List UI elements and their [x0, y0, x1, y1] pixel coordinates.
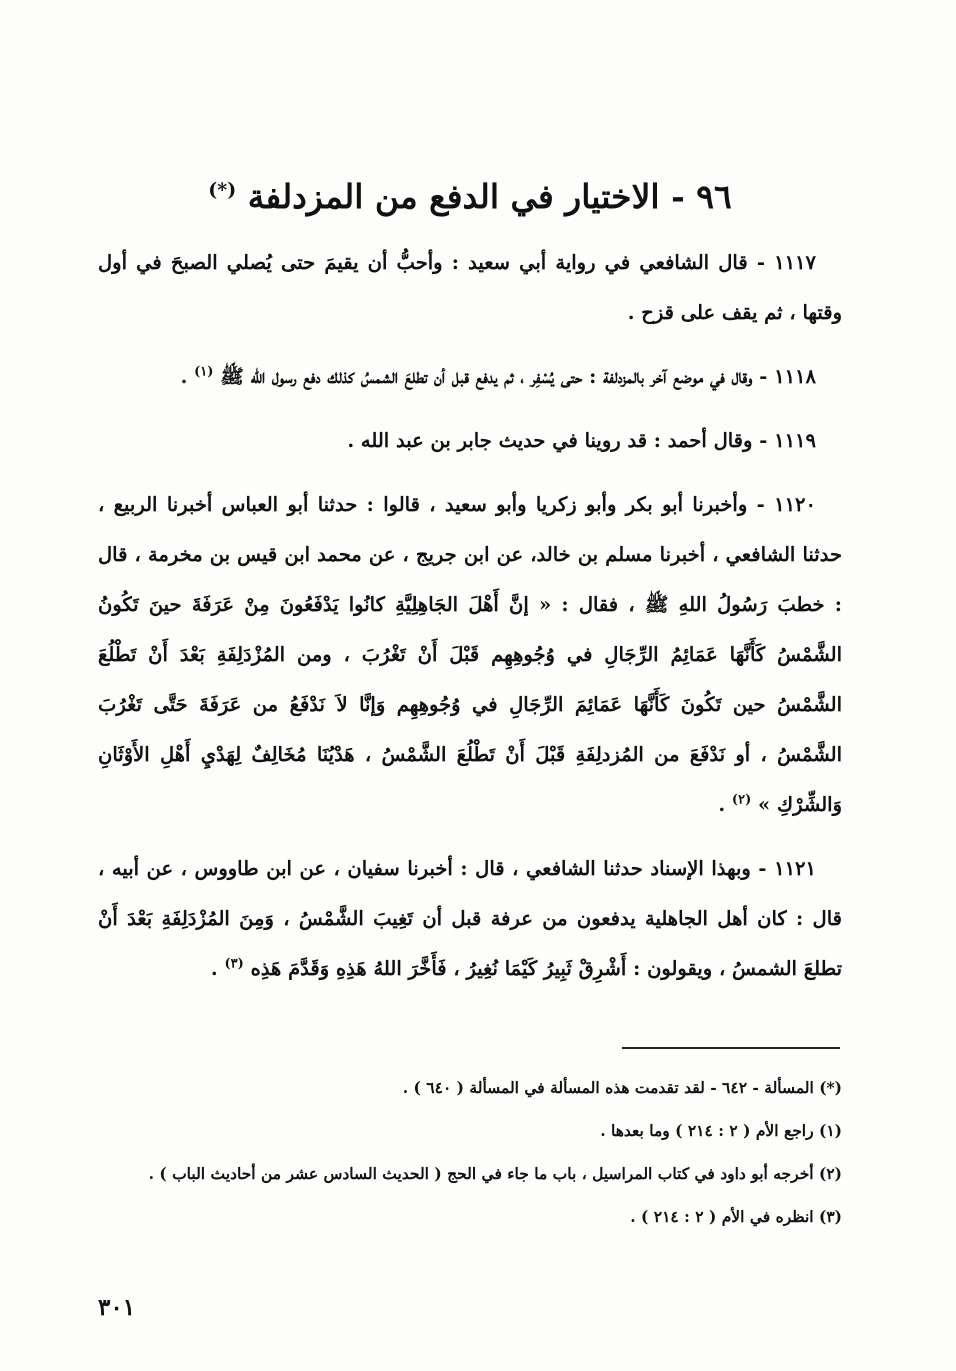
paragraph-end: . — [180, 365, 195, 388]
chapter-heading — [100, 165, 840, 222]
paragraph-text: - وبهذا الإسناد حدثنا الشافعي ، قال : أخبرنا سفيان ، عن ابن طاووس ، عن أبيه ، قال : كان أهل الجاهلية يدفعون من عرفة قبل أن تَغِيبَ الشَّمْسُ ، وَمِنَ المُزْدَلِفَةِ بَعْدَ أَنْ تطلعَ الشمسُ ، ويقولون : أَشْرِقْ ثَبِيرُ كَيْمَا نُغِيرُ ، فَأَخَّرَ اللهُ هَذِهِ وَقَدَّمَ هَذِه — [98, 857, 842, 980]
paragraph-text: - وقال في موضع آخر بالمزدلفة : حتى يُسْفِر ، ثم يدفع قبل أن تطلعَ الشمسُ كذلك دفع رسول الله ﷺ — [220, 365, 775, 388]
page-number: ٣٠١ — [98, 1294, 136, 1321]
footnote-divider — [622, 1047, 840, 1049]
footnote-reference: (٢) — [731, 792, 752, 808]
paragraph-1119 — [98, 416, 842, 466]
footnote-issue — [98, 1068, 842, 1108]
footnote-label: (١) — [818, 1121, 842, 1140]
paragraph-number: ١١١٩ — [774, 429, 816, 452]
paragraph-1121 — [98, 844, 842, 994]
paragraph-1120 — [98, 480, 842, 830]
footnote-reference: (٣) — [224, 956, 244, 972]
paragraph-number: ١١٢٠ — [774, 493, 816, 516]
footnote-label: (٣) — [818, 1207, 842, 1226]
paragraph-end: . — [718, 793, 732, 816]
paragraph-number: ١١١٨ — [774, 365, 816, 388]
paragraph-number: ١١٢١ — [774, 857, 816, 880]
footnote-reference: (١) — [194, 364, 214, 380]
footnote-label: (*) المسألة - ٦٤٢ - — [710, 1078, 842, 1097]
paragraph-1117 — [98, 238, 842, 338]
body-text — [98, 238, 842, 1008]
chapter-heading-note-mark: (*) — [208, 179, 237, 201]
footnote-text: راجع الأم ( ٢ : ٢١٤ ) وما بعدها . — [600, 1121, 819, 1140]
paragraph-end: . — [210, 957, 225, 980]
footnotes — [98, 1068, 842, 1240]
paragraph-number: ١١١٧ — [774, 251, 816, 274]
footnote-1 — [98, 1111, 842, 1151]
footnote-3 — [98, 1197, 842, 1237]
paragraph-text: - وأخبرنا أبو بكر وأبو زكريا وأبو سعيد ، قالوا : حدثنا أبو العباس أخبرنا الربيع ، حدثنا الشافعي ، أخبرنا مسلم بن خالد، عن ابن جريج ، عن محمد ابن قيس بن مخرمة ، قال : خطبَ رَسُولُ اللهِ ﷺ ، فقال : « إنَّ أَهْلَ الجَاهِلِيَّةِ كانُوا يَدْفَعُونَ مِنْ عَرَفَةَ حينَ تَكُونُ الشَّمْسُ كَأَنَّهَا عَمَائِمُ الرِّجَالِ في وُجُوهِهِم قَبْلَ أَنْ تَغْرُبَ ، ومن المُزْدَلِفَةِ بَعْدَ أَنْ تَطْلُعَ الشَّمْسُ حين تَكُونَ كَأَنَّهَا عَمَائِمَ الرِّجَالِ في وُجُوهِهِم وَإنَّا لاَ نَدْفَعُ من عَرَفَةَ حَتَّى تَغْرُبَ الشَّمْسُ ، أو نَدْفَعَ من المُزدلِفَةِ قَبْلَ أَنْ تَطْلُعَ الشَّمْسُ ، هَدْيُنَا مُخَالِفٌ لِهَدْيِ أَهْلِ الأَوْثَانِ وَالشِّرْكِ » — [98, 493, 842, 816]
footnote-text: أخرجه أبو داود في كتاب المراسيل ، باب ما جاء في الحج ( الحديث السادس عشر من أحاديث الباب ) . — [148, 1164, 819, 1183]
footnote-2 — [98, 1154, 842, 1194]
footnote-label: (٢) — [818, 1164, 842, 1183]
chapter-heading-text: ٩٦ - الاختيار في الدفع من المزدلفة — [247, 177, 732, 216]
paragraph-text: - قال الشافعي في رواية أبي سعيد : وأحبُّ أن يقيمَ حتى يُصلي الصبحَ في أول وقتها ، ثم يقف على قزح . — [98, 251, 842, 324]
paragraph-1118 — [98, 352, 842, 402]
footnote-text: لقد تقدمت هذه المسألة في المسألة ( ٦٤٠ ) . — [402, 1078, 711, 1097]
footnote-text: انظره في الأم ( ٢ : ٢١٤ ) . — [630, 1207, 819, 1226]
paragraph-text: - وقال أحمد : قد روينا في حديث جابر بن عبد الله . — [347, 429, 775, 452]
